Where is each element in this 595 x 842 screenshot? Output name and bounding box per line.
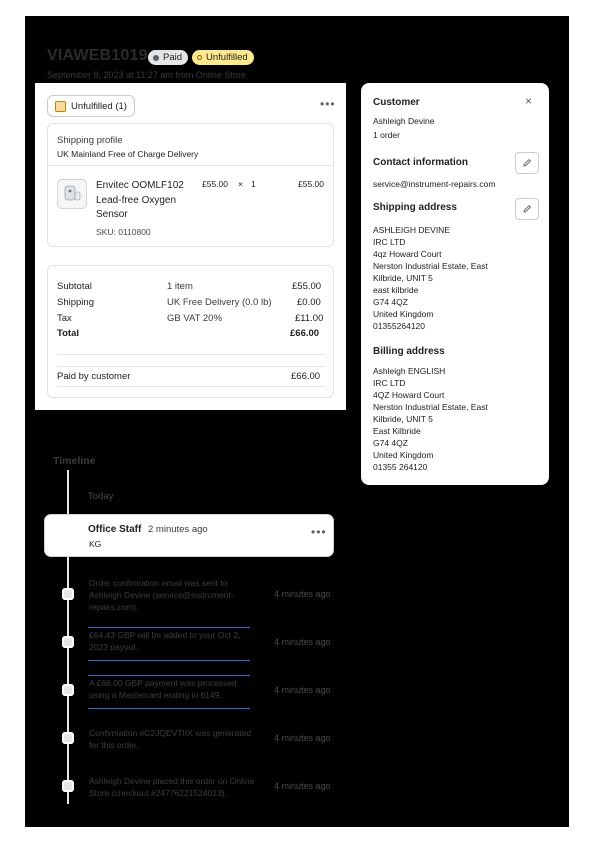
customer-title: Customer: [373, 97, 420, 108]
timeline-event-text: Ashleigh Devine placed this order on Online Store (checkout #24776221524013).: [89, 776, 255, 798]
address-line: Kilbride, UNIT 5: [373, 273, 433, 283]
address-line: 4QZ Howard Court: [373, 390, 445, 400]
more-actions-icon[interactable]: •••: [320, 97, 336, 111]
shipping-profile-value: UK Mainland Free of Charge Delivery: [57, 149, 199, 159]
pencil-icon: [522, 158, 532, 168]
contact-info-title: Contact information: [373, 157, 468, 168]
billing-address: [373, 365, 488, 473]
shipping-address-title: Shipping address: [373, 202, 457, 213]
times-symbol: ×: [238, 179, 243, 189]
timeline-event-text: Order confirmation email was sent to Ashleigh Devine (service@instrument-repairs.com).: [89, 578, 234, 612]
shipping-address: [373, 224, 488, 332]
address-line: Kilbride, UNIT 5: [373, 414, 433, 424]
badge-label: Unfulfilled: [206, 52, 248, 63]
customer-order-count[interactable]: 1 order: [373, 130, 400, 140]
comment-actions-icon[interactable]: •••: [311, 525, 327, 539]
address-line: United Kingdom: [373, 450, 434, 460]
order-subtitle: September 8, 2023 at 11:27 am from Online Store: [47, 70, 246, 80]
address-line: east kilbride: [373, 285, 419, 295]
order-title: VIAWEB1019: [47, 47, 148, 64]
total-label: Total: [57, 328, 79, 339]
subtotal-desc: 1 item: [167, 281, 193, 292]
payment-status-badge: [148, 50, 188, 65]
divider: [57, 366, 325, 367]
address-line: 01355 264120: [373, 462, 428, 472]
product-name-link[interactable]: Envitec OOMLF102 Lead-free Oxygen Sensor: [96, 180, 184, 220]
divider: [57, 386, 325, 387]
status-dot-icon: [153, 55, 159, 61]
address-line: 4qz Howard Court: [373, 249, 442, 259]
address-line: ASHLEIGH DEVINE: [373, 225, 450, 235]
product-thumbnail[interactable]: [57, 179, 87, 209]
tax-label: Tax: [57, 313, 72, 324]
customer-email-link[interactable]: service@instrument-repairs.com: [373, 179, 496, 189]
sensor-image-icon: [58, 180, 86, 208]
timeline-event-node: [62, 780, 74, 792]
unit-price: £55.00: [202, 179, 228, 189]
paid-by-customer-value: £66.00: [291, 371, 321, 382]
fulfillment-status-badge: [192, 50, 254, 65]
timeline-title: Timeline: [53, 455, 96, 467]
timeline-event-time: 4 minutes ago: [274, 637, 331, 647]
unfulfilled-chip: [47, 95, 135, 117]
tax-desc: GB VAT 20%: [167, 313, 222, 324]
customer-name-link[interactable]: Ashleigh Devine: [373, 116, 435, 126]
timeline-event-time: 4 minutes ago: [274, 733, 331, 743]
timeline-event-node: [62, 732, 74, 744]
product-sku: SKU: 0110800: [96, 227, 151, 237]
address-line: Nerston Industrial Estate, East: [373, 261, 488, 271]
tax-value: £11.00: [295, 313, 324, 324]
timeline-event-time: 4 minutes ago: [274, 589, 331, 599]
badge-label: Paid: [163, 52, 183, 63]
edit-shipping-button[interactable]: [515, 198, 539, 220]
subtotal-label: Subtotal: [57, 281, 92, 292]
line-total: £55.00: [298, 179, 324, 189]
address-line: IRC LTD: [373, 378, 406, 388]
paid-by-customer-label: Paid by customer: [57, 371, 131, 382]
divider: [57, 354, 325, 355]
timeline-event-node: [62, 636, 74, 648]
shipping-value: £0.00: [297, 297, 321, 308]
address-line: Ashleigh ENGLISH: [373, 366, 446, 376]
shipping-label: Shipping: [57, 297, 94, 308]
address-line: G74 4QZ: [373, 297, 408, 307]
timeline-event-text: £64.43 GBP will be added to your Oct 2, 2023 payout.: [89, 630, 241, 652]
timeline-event-node: [62, 684, 74, 696]
subtotal-value: £55.00: [292, 281, 322, 292]
timeline-event-text: Confirmation #C2JQEVTIIX was generated for this order.: [89, 728, 252, 750]
chip-label: Unfulfilled (1): [71, 100, 127, 112]
status-ring-icon: [197, 55, 202, 60]
billing-address-title: Billing address: [373, 346, 445, 357]
shipping-profile-label: Shipping profile: [57, 135, 123, 146]
timeline-event-time: 4 minutes ago: [274, 781, 331, 791]
staff-time: 2 minutes ago: [148, 524, 208, 535]
pencil-icon: [522, 204, 532, 214]
close-icon[interactable]: ×: [525, 94, 533, 108]
timeline-event-time: 4 minutes ago: [274, 685, 331, 695]
edit-contact-button[interactable]: [515, 152, 539, 174]
timeline-event-text: A £66.00 GBP payment was processed using a Mastercard ending in 6149.: [89, 678, 237, 700]
timeline-event-node: [62, 588, 74, 600]
timeline-day-label: Today: [88, 491, 114, 502]
divider: [48, 165, 333, 166]
address-line: Nerston Industrial Estate, East: [373, 402, 488, 412]
address-line: G74 4QZ: [373, 438, 408, 448]
address-line: East Kilbride: [373, 426, 421, 436]
shipping-desc: UK Free Delivery (0.0 lb): [167, 297, 272, 308]
staff-name: Office Staff: [88, 524, 142, 535]
total-value: £66.00: [290, 328, 320, 339]
address-line: 01355264120: [373, 321, 426, 331]
address-line: IRC LTD: [373, 237, 406, 247]
package-icon: [55, 101, 66, 112]
staff-comment-card: [44, 514, 334, 557]
address-line: United Kingdom: [373, 309, 434, 319]
quantity: 1: [251, 179, 256, 189]
staff-comment: KG: [89, 539, 102, 549]
